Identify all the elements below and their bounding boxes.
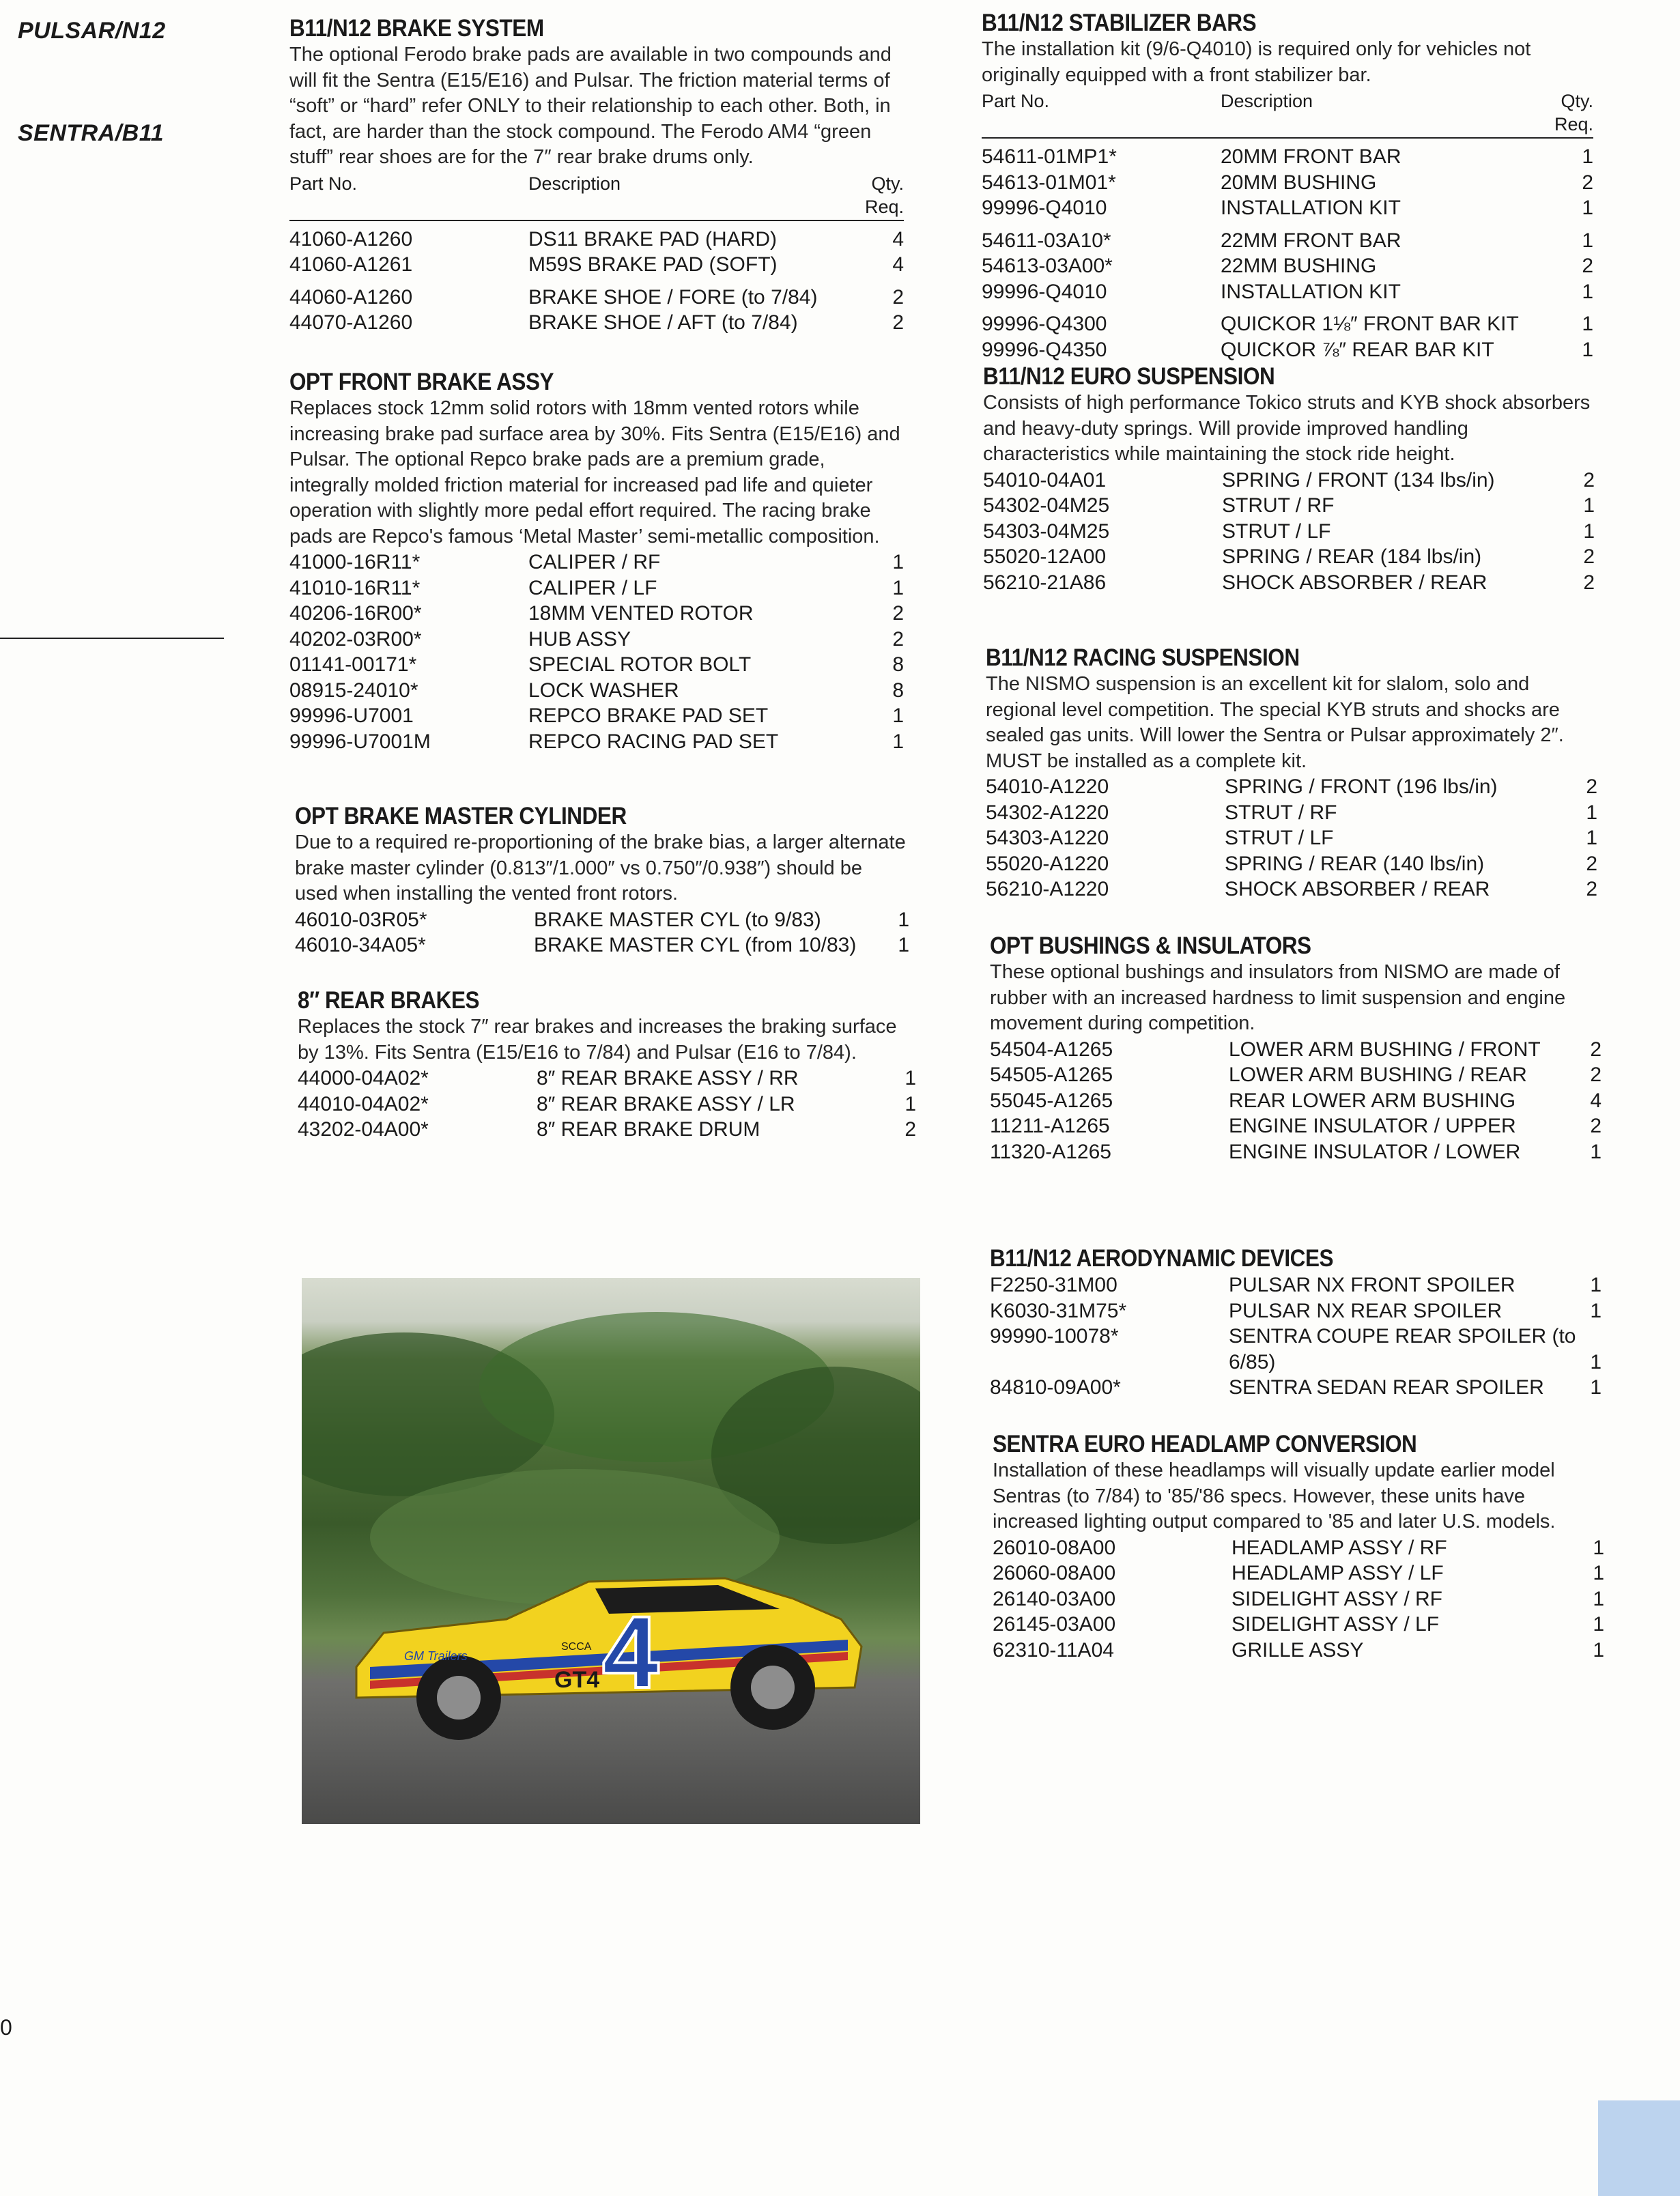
section-front-brake: [289, 369, 904, 754]
table-row: [289, 652, 904, 678]
part-qty: 8: [892, 653, 904, 676]
table-row: [990, 1113, 1601, 1139]
section-title: SENTRA EURO HEADLAMP CONVERSION: [993, 1431, 1417, 1457]
part-qty: 1: [1593, 1536, 1604, 1559]
part-qty: 2: [1590, 1064, 1601, 1086]
part-qty: 2: [1583, 571, 1595, 594]
section-title: B11/N12 STABILIZER BARS: [982, 10, 1257, 36]
part-qty: 1: [1590, 1299, 1601, 1322]
table-row: [982, 228, 1593, 254]
table-row: [993, 1535, 1604, 1561]
table-row: [982, 279, 1593, 305]
part-number: 44060-A1260: [289, 285, 413, 309]
part-qty: 1: [1593, 1613, 1604, 1636]
part-description: 22MM BUSHING: [1221, 255, 1377, 277]
side-label-sentra: SENTRA/B11: [18, 120, 165, 146]
part-number: 84810-09A00*: [990, 1376, 1121, 1399]
table-row: [986, 876, 1597, 902]
part-number: 55045-A1265: [990, 1089, 1113, 1112]
table-row: [289, 575, 904, 601]
part-description: 18MM VENTED ROTOR: [528, 602, 754, 625]
parts-table: [289, 550, 904, 754]
section-master-cylinder: [295, 803, 909, 958]
part-description: REAR LOWER ARM BUSHING: [1229, 1089, 1516, 1112]
part-description: INSTALLATION KIT: [1221, 197, 1401, 219]
part-number: 99996-Q4350: [982, 338, 1107, 361]
header-part: Part No.: [289, 173, 358, 194]
part-number: 99990-10078*: [990, 1325, 1119, 1347]
part-description: SPRING / FRONT (134 lbs/in): [1222, 468, 1495, 491]
part-qty: 2: [1582, 255, 1593, 277]
section-title: B11/N12 EURO SUSPENSION: [983, 363, 1275, 390]
section-text: The installation kit (9/6-Q4010) is required only for vehicles not originally equipped with a front stabilizer bar.: [982, 38, 1531, 86]
part-number: 54613-03A00*: [982, 255, 1113, 277]
part-qty: 2: [892, 311, 904, 334]
table-row: [289, 729, 904, 755]
part-qty: 1: [1586, 801, 1597, 824]
table-row: [993, 1586, 1604, 1612]
part-number: 54611-01MP1*: [982, 145, 1117, 168]
header-part: Part No.: [982, 91, 1050, 111]
part-number: 56210-A1220: [986, 878, 1109, 900]
part-description: LOWER ARM BUSHING / FRONT: [1229, 1038, 1541, 1061]
part-qty: 1: [1583, 494, 1595, 517]
part-qty: 1: [892, 551, 904, 573]
table-row: [983, 468, 1595, 494]
part-description: INSTALLATION KIT: [1221, 280, 1401, 303]
part-description: STRUT / LF: [1225, 827, 1334, 849]
table-row: [289, 678, 904, 704]
part-description: REPCO BRAKE PAD SET: [528, 704, 769, 727]
parts-table: [982, 144, 1593, 362]
part-description: LOCK WASHER: [528, 679, 679, 702]
part-number: 54611-03A10*: [982, 229, 1111, 252]
section-title: B11/N12 AERODYNAMIC DEVICES: [990, 1245, 1334, 1272]
part-qty: 1: [898, 934, 909, 956]
part-description: QUICKOR 1⅛″ FRONT BAR KIT: [1221, 313, 1519, 335]
table-row: [982, 337, 1593, 363]
part-number: 40206-16R00*: [289, 602, 422, 625]
part-number: 54613-01M01*: [982, 171, 1116, 194]
parts-table: [990, 1272, 1601, 1401]
part-qty: 2: [1590, 1038, 1601, 1061]
part-number: 54010-A1220: [986, 775, 1109, 798]
table-row: [990, 1139, 1601, 1165]
part-number: 44010-04A02*: [298, 1092, 429, 1115]
section-title: B11/N12 BRAKE SYSTEM: [289, 15, 544, 42]
part-description: M59S BRAKE PAD (SOFT): [528, 253, 778, 276]
part-number: 26140-03A00: [993, 1587, 1116, 1610]
part-qty: 1: [905, 1092, 916, 1115]
part-qty: 1: [905, 1067, 916, 1089]
parts-table: [295, 907, 909, 958]
parts-table: [993, 1535, 1604, 1664]
part-qty: 1: [1590, 1274, 1601, 1296]
part-number: 56210-21A86: [983, 571, 1107, 594]
part-number: 26010-08A00: [993, 1536, 1116, 1559]
part-qty: 1: [1582, 313, 1593, 335]
part-qty: 1: [1583, 519, 1595, 543]
part-number: 54010-04A01: [983, 468, 1107, 491]
table-row: [289, 703, 904, 729]
part-description: CALIPER / LF: [528, 576, 657, 599]
part-description: ENGINE INSULATOR / LOWER: [1229, 1140, 1521, 1163]
header-desc: Description: [528, 173, 621, 194]
part-qty: 1: [1582, 338, 1593, 361]
section-euro-suspension: [983, 363, 1595, 595]
part-description: BRAKE SHOE / AFT (to 7/84): [528, 311, 798, 334]
part-number: 01141-00171*: [289, 653, 417, 676]
part-qty: 1: [892, 730, 904, 753]
part-description: BRAKE MASTER CYL (to 9/83): [534, 908, 821, 931]
table-row: [993, 1560, 1604, 1586]
side-divider: [0, 638, 224, 639]
part-number: 43202-04A00*: [298, 1118, 429, 1141]
section-title: 8″ REAR BRAKES: [298, 987, 480, 1014]
part-description: HEADLAMP ASSY / RF: [1231, 1536, 1447, 1559]
table-row: [289, 627, 904, 653]
table-row: [986, 851, 1597, 877]
part-number: 41010-16R11*: [289, 576, 421, 599]
table-row: [993, 1612, 1604, 1638]
part-qty: 1: [892, 704, 904, 727]
section-text: Replaces stock 12mm solid rotors with 18mm vented rotors while increasing brake pad surface area by 30%. Fits Sentra (E15/E16) and Pulsar. The optional Repco brake pads are a premium grade, integrally molded friction material for increased pad life and quieter operation with slightly more pedal effort required. The racing brake pads are Repco's famous ‘Metal Master’ semi-metallic composition.: [289, 397, 900, 547]
part-qty: 1: [1593, 1638, 1604, 1662]
part-qty: 1: [1593, 1587, 1604, 1610]
part-qty: 2: [1590, 1115, 1601, 1137]
part-number: 26145-03A00: [993, 1613, 1116, 1636]
table-row: [289, 550, 904, 575]
part-qty: 1: [1590, 1140, 1601, 1163]
part-qty: 1: [1582, 280, 1593, 303]
section-text: The optional Ferodo brake pads are available in two compounds and will fit the Sentra (E15/E16) and Pulsar. The friction material terms of “soft” or “hard” refer ONLY to their relationship to each other. Both, in fact, are harder than the stock compound. The Ferodo AM4 “green stuff” rear shoes are for the 7″ rear brake drums only.: [289, 44, 892, 168]
section-title: OPT FRONT BRAKE ASSY: [289, 369, 554, 395]
part-number: 54504-A1265: [990, 1038, 1113, 1061]
table-row: [990, 1272, 1601, 1298]
part-number: 41060-A1261: [289, 253, 413, 276]
part-description: SHOCK ABSORBER / REAR: [1225, 878, 1490, 900]
part-description: ENGINE INSULATOR / UPPER: [1229, 1115, 1516, 1137]
part-qty: 2: [1586, 878, 1597, 900]
section-title: OPT BRAKE MASTER CYLINDER: [295, 803, 627, 829]
table-row: [295, 932, 909, 958]
table-row: [983, 493, 1595, 519]
section-text: The NISMO suspension is an excellent kit for slalom, solo and regional level competition. The special KYB struts and shocks are sealed gas units. Will lower the Sentra or Pulsar approximately 2″. MUST be installed as a complete kit.: [986, 673, 1564, 772]
part-description: BRAKE MASTER CYL (from 10/83): [534, 934, 857, 956]
header-qty: Qty. Req.: [864, 173, 904, 217]
section-text: Consists of high performance Tokico struts and KYB shock absorbers and heavy-duty springs. Will provide improved handling characteristics while maintaining the stock ride height.: [983, 392, 1591, 465]
part-qty: 2: [1583, 468, 1595, 491]
part-number: 54302-04M25: [983, 494, 1110, 517]
part-number: K6030-31M75*: [990, 1299, 1127, 1322]
part-qty: 2: [905, 1118, 916, 1141]
part-description: SHOCK ABSORBER / REAR: [1222, 571, 1487, 594]
part-number: 44000-04A02*: [298, 1067, 429, 1089]
table-row: [298, 1066, 916, 1092]
part-number: 62310-11A04: [993, 1638, 1114, 1662]
part-description: DS11 BRAKE PAD (HARD): [528, 227, 777, 251]
part-number: 41060-A1260: [289, 227, 413, 251]
table-row: [289, 601, 904, 627]
section-text: Installation of these headlamps will visually update earlier model Sentras (to 7/84) to '85/'86 specs. However, these units have increased lighting output compared to '85 and later U.S. models.: [993, 1459, 1556, 1532]
table-row: [990, 1298, 1601, 1324]
part-qty: 2: [1583, 545, 1595, 568]
section-text: Replaces the stock 7″ rear brakes and increases the braking surface by 13%. Fits Sentra (E15/E16 to 7/84) and Pulsar (E16 to 7/84).: [298, 1016, 897, 1064]
part-qty: 1: [892, 576, 904, 599]
table-row: [982, 253, 1593, 279]
car-class-label: GT4: [554, 1667, 600, 1693]
part-description: SIDELIGHT ASSY / LF: [1231, 1613, 1440, 1636]
part-description: 8″ REAR BRAKE DRUM: [537, 1118, 760, 1141]
scan-edge-tint: [1598, 2100, 1680, 2196]
table-row: [289, 285, 904, 311]
part-qty: 2: [892, 627, 904, 651]
part-number: 26060-08A00: [993, 1562, 1116, 1584]
table-row: [982, 311, 1593, 337]
part-qty: 2: [1586, 852, 1597, 875]
part-description: STRUT / RF: [1222, 494, 1335, 517]
table-row: [289, 227, 904, 253]
section-text: Due to a required re-proportioning of the brake bias, a larger alternate brake master cylinder (0.813″/1.000″ vs 0.750″/0.938″) should be used when installing the vented front rotors.: [295, 831, 906, 904]
car-number: 4: [602, 1595, 659, 1709]
part-qty: 1: [1582, 197, 1593, 219]
table-row: [990, 1062, 1601, 1088]
section-title: B11/N12 RACING SUSPENSION: [986, 644, 1300, 671]
part-qty: 2: [1582, 171, 1593, 194]
part-qty: 1: [1582, 229, 1593, 252]
part-qty: 1: [1590, 1350, 1601, 1373]
part-description: HUB ASSY: [528, 627, 631, 651]
part-qty: 1: [1586, 827, 1597, 849]
table-row: [298, 1092, 916, 1117]
part-description: CALIPER / RF: [528, 551, 661, 573]
part-number: 08915-24010*: [289, 679, 418, 702]
parts-table: [298, 1066, 916, 1143]
race-car-illustration: [302, 1278, 920, 1824]
part-description: SENTRA SEDAN REAR SPOILER: [1229, 1376, 1544, 1399]
header-desc: Description: [1221, 91, 1313, 111]
part-number: 55020-12A00: [983, 545, 1107, 568]
part-description: QUICKOR ⅞″ REAR BAR KIT: [1221, 338, 1494, 361]
part-qty: 1: [1593, 1562, 1604, 1584]
part-number: 40202-03R00*: [289, 627, 422, 651]
part-qty: 1: [1590, 1376, 1601, 1399]
part-number: 99996-U7001: [289, 704, 414, 727]
table-row: [289, 252, 904, 278]
part-number: 46010-03R05*: [295, 908, 427, 931]
table-row: [983, 544, 1595, 570]
table-row: [983, 570, 1595, 596]
part-number: 99996-Q4010: [982, 280, 1107, 303]
part-description: STRUT / LF: [1222, 519, 1331, 543]
part-number: 54302-A1220: [986, 801, 1109, 824]
part-number: 99996-Q4010: [982, 197, 1107, 219]
table-header: [982, 89, 1593, 139]
part-number: 54303-A1220: [986, 827, 1109, 849]
parts-table: [983, 468, 1595, 596]
table-row: [982, 170, 1593, 196]
table-row: [295, 907, 909, 933]
section-aerodynamic-devices: [990, 1245, 1601, 1401]
part-qty: 4: [892, 253, 904, 276]
part-number: F2250-31M00: [990, 1274, 1117, 1296]
table-row: [990, 1375, 1601, 1401]
table-row: [983, 519, 1595, 545]
part-description: REPCO RACING PAD SET: [528, 730, 779, 753]
table-row: [990, 1037, 1601, 1063]
part-number: 11211-A1265: [990, 1115, 1110, 1137]
part-description: SPRING / REAR (140 lbs/in): [1225, 852, 1485, 875]
section-racing-suspension: [986, 644, 1597, 902]
parts-table: [990, 1037, 1601, 1165]
parts-table: [986, 774, 1597, 902]
part-description: SPECIAL ROTOR BOLT: [528, 653, 752, 676]
part-qty: 2: [1586, 775, 1597, 798]
part-description: 20MM BUSHING: [1221, 171, 1377, 194]
part-description: BRAKE SHOE / FORE (to 7/84): [528, 285, 818, 309]
part-number: 54303-04M25: [983, 519, 1110, 543]
part-description: PULSAR NX REAR SPOILER: [1229, 1299, 1503, 1322]
part-description: STRUT / RF: [1225, 801, 1337, 824]
part-description: LOWER ARM BUSHING / REAR: [1229, 1064, 1527, 1086]
table-row: [990, 1324, 1601, 1375]
part-qty: 1: [898, 908, 909, 931]
scca-label: SCCA: [561, 1641, 592, 1653]
table-row: [986, 774, 1597, 800]
part-qty: 2: [892, 602, 904, 625]
part-description: 20MM FRONT BAR: [1221, 145, 1401, 168]
part-description: SPRING / FRONT (196 lbs/in): [1225, 775, 1498, 798]
part-qty: 2: [892, 285, 904, 309]
table-row: [289, 310, 904, 336]
section-brake-system: [289, 15, 904, 336]
part-description: 8″ REAR BRAKE ASSY / RR: [537, 1067, 799, 1089]
part-description: PULSAR NX FRONT SPOILER: [1229, 1274, 1515, 1296]
table-row: [298, 1117, 916, 1143]
section-stabilizer-bars: [982, 10, 1593, 362]
part-qty: 8: [892, 679, 904, 702]
table-row: [982, 144, 1593, 170]
part-number: 55020-A1220: [986, 852, 1109, 875]
part-number: 44070-A1260: [289, 311, 413, 334]
part-number: 11320-A1265: [990, 1140, 1111, 1163]
part-number: 54505-A1265: [990, 1064, 1113, 1086]
table-row: [993, 1638, 1604, 1664]
part-description: 8″ REAR BRAKE ASSY / LR: [537, 1092, 795, 1115]
sponsor-label: GM Trailers: [404, 1649, 468, 1663]
part-description: GRILLE ASSY: [1231, 1638, 1364, 1662]
section-rear-brakes: [298, 987, 916, 1143]
side-label-pulsar: PULSAR/N12: [18, 18, 166, 44]
parts-table: [289, 227, 904, 336]
header-qty: Qty. Req.: [1554, 91, 1593, 134]
part-number: 99996-U7001M: [289, 730, 431, 753]
part-description: HEADLAMP ASSY / LF: [1231, 1562, 1444, 1584]
table-row: [986, 825, 1597, 851]
part-qty: 1: [1582, 145, 1593, 168]
race-car-photo: [302, 1278, 920, 1824]
section-bushings-insulators: [990, 932, 1601, 1165]
table-row: [986, 800, 1597, 826]
page-number: 0: [0, 2015, 12, 2040]
part-description: SPRING / REAR (184 lbs/in): [1222, 545, 1482, 568]
section-text: These optional bushings and insulators from NISMO are made of rubber with an increased hardness to limit suspension and engine movement during competition.: [990, 961, 1566, 1034]
part-number: 46010-34A05*: [295, 934, 426, 956]
part-description: 22MM FRONT BAR: [1221, 229, 1401, 252]
part-description: SIDELIGHT ASSY / RF: [1231, 1587, 1442, 1610]
table-row: [982, 195, 1593, 221]
part-number: 99996-Q4300: [982, 313, 1107, 335]
part-qty: 4: [1590, 1089, 1601, 1112]
section-headlamp-conversion: [993, 1431, 1604, 1663]
table-row: [990, 1088, 1601, 1114]
part-qty: 4: [892, 227, 904, 251]
table-header: [289, 172, 904, 221]
part-description: SENTRA COUPE REAR SPOILER (to 6/85): [1229, 1325, 1576, 1373]
section-title: OPT BUSHINGS & INSULATORS: [990, 932, 1311, 959]
part-number: 41000-16R11*: [289, 551, 421, 573]
